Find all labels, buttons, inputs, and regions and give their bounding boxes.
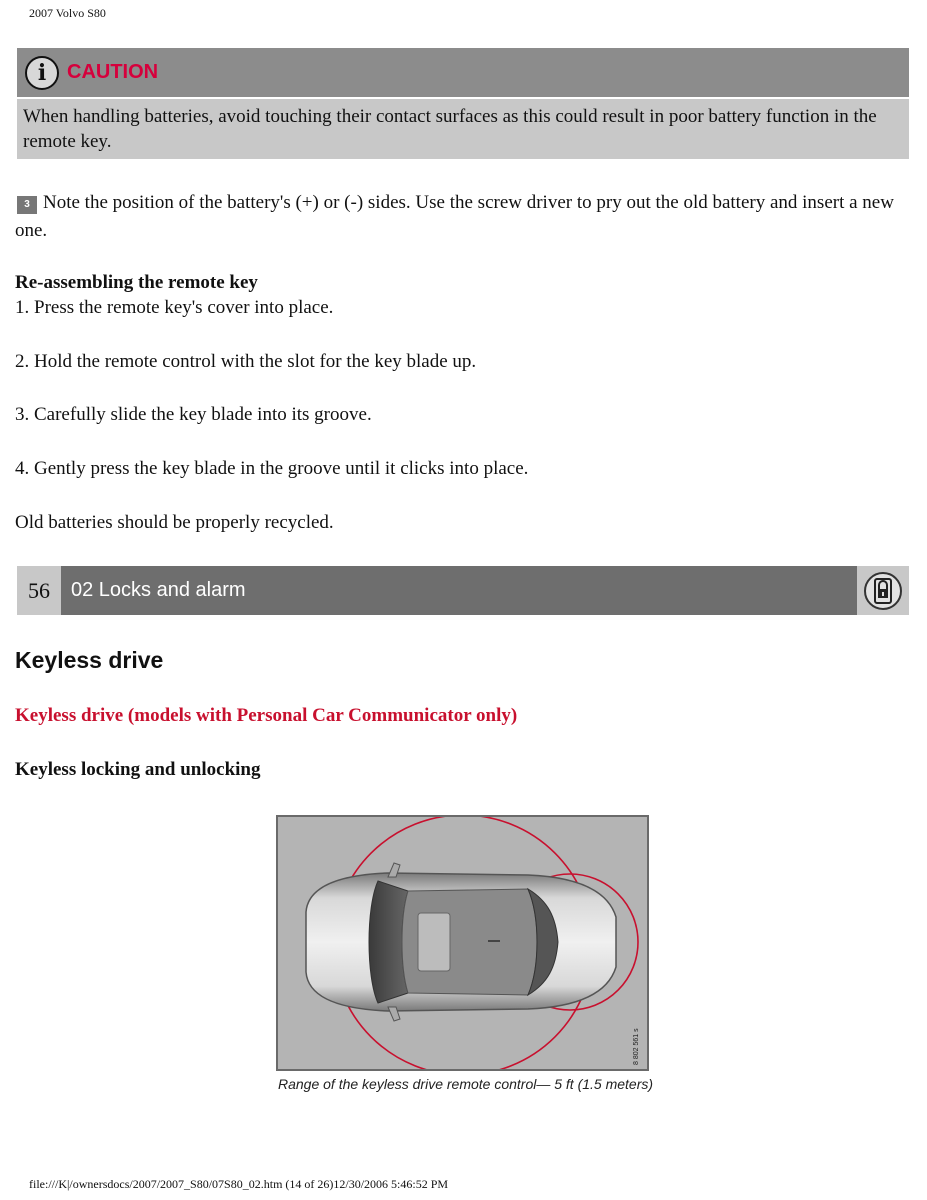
step-number-badge: 3 [17,196,37,214]
figure-caption: Range of the keyless drive remote control— 5 ft (1.5 meters) [278,1076,654,1092]
figure-code: 8 802 561 s [633,1028,640,1065]
step-3-text: Note the position of the battery's (+) or (-) sides. Use the screw driver to pry out the old battery and insert a new one. [15,192,894,241]
reassemble-step-3: 3. Carefully slide the key blade into its groove. [15,404,372,425]
document-title: 2007 Volvo S80 [29,6,106,20]
keyless-models-heading: Keyless drive (models with Personal Car Communicator only) [15,705,518,726]
page-number: 56 [17,566,61,615]
keyless-locking-subheading: Keyless locking and unlocking [15,759,261,780]
caution-header [17,48,909,97]
caution-box [17,48,909,159]
section-title: 02 Locks and alarm [71,579,246,601]
footer-file-path: file:///K|/ownersdocs/2007/2007_S80/07S80_02.htm (14 of 26)12/30/2006 5:46:52 PM [29,1177,449,1191]
reassemble-step-1: 1. Press the remote key's cover into place. [15,297,334,318]
caution-title: CAUTION [67,61,159,83]
reassemble-step-2: 2. Hold the remote control with the slot for the key blade up. [15,351,477,372]
section-header-bar [17,566,909,615]
reassemble-heading: Re-assembling the remote key [15,272,258,293]
section-title-area [61,566,857,615]
recycle-note: Old batteries should be properly recycled. [15,512,334,533]
info-icon: i [25,56,59,90]
lock-icon [864,572,902,610]
keyless-drive-heading: Keyless drive [15,647,164,673]
car-range-illustration [278,817,647,1069]
reassemble-step-4: 4. Gently press the key blade in the groove until it clicks into place. [15,458,529,479]
step-3-paragraph [15,189,910,245]
keyless-range-figure [276,815,649,1071]
caution-text: When handling batteries, avoid touching their contact surfaces as this could result in poor battery function in the remote key. [17,99,909,159]
lock-icon-box [857,566,909,615]
